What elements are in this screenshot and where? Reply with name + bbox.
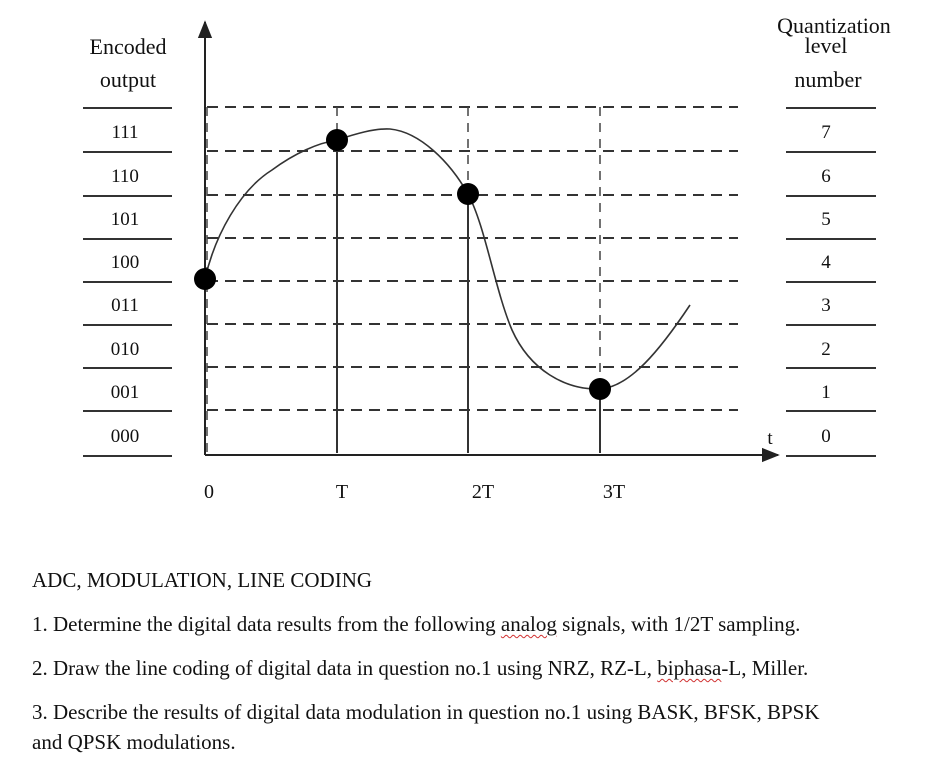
code-000: 000 (110, 426, 140, 447)
code-110: 110 (111, 166, 139, 187)
spellcheck-word: biphasa (657, 656, 722, 680)
level-3: 3 (821, 295, 831, 316)
question-3: 3. Describe the results of digital data modulation in question no.1 using BASK, BFSK, BPSK and QPSK modulations. (32, 700, 820, 754)
code-011: 011 (111, 295, 139, 316)
spellcheck-word: analog (500, 612, 557, 636)
sample-point-3T (589, 378, 611, 400)
level-5: 5 (821, 209, 831, 230)
tick-3T: 3T (602, 481, 626, 503)
sample-point-2T (457, 183, 479, 205)
code-010: 010 (110, 339, 140, 360)
tick-T: T (335, 481, 349, 503)
t-axis-label: t (767, 428, 773, 449)
tick-2T: 2T (471, 481, 495, 503)
question-1: 1. Determine the digital data results from the following analog signals, with 1/2T sampling. (32, 612, 801, 636)
level-0: 0 (821, 426, 831, 447)
level-1: 1 (821, 382, 831, 403)
question-2: 2. Draw the line coding of digital data in question no.1 using NRZ, RZ-L, biphasa-L, Miller. (32, 656, 809, 680)
quantization-level-header-2: level (804, 33, 848, 58)
encoded-output-header: Encoded (89, 34, 167, 59)
level-4: 4 (821, 252, 831, 273)
code-001: 001 (110, 382, 140, 403)
section-heading: ADC, MODULATION, LINE CODING (32, 568, 373, 592)
right-table-lines (786, 108, 876, 456)
level-7: 7 (821, 122, 831, 143)
quantization-level-header-3: number (794, 67, 862, 92)
encoded-output-header-2: output (99, 67, 157, 92)
analog-signal-curve (205, 129, 690, 389)
level-2: 2 (821, 339, 831, 360)
quantization-dashed-lines (207, 107, 738, 410)
code-111: 111 (111, 122, 139, 143)
sample-point-0 (194, 268, 216, 290)
level-6: 6 (821, 166, 831, 187)
tick-0: 0 (204, 481, 214, 503)
code-101: 101 (110, 209, 140, 230)
left-table-lines (83, 108, 172, 456)
question-text (32, 565, 937, 757)
code-100: 100 (110, 252, 140, 273)
quantization-level-header: Quantization (777, 13, 891, 38)
sample-point-T (326, 129, 348, 151)
